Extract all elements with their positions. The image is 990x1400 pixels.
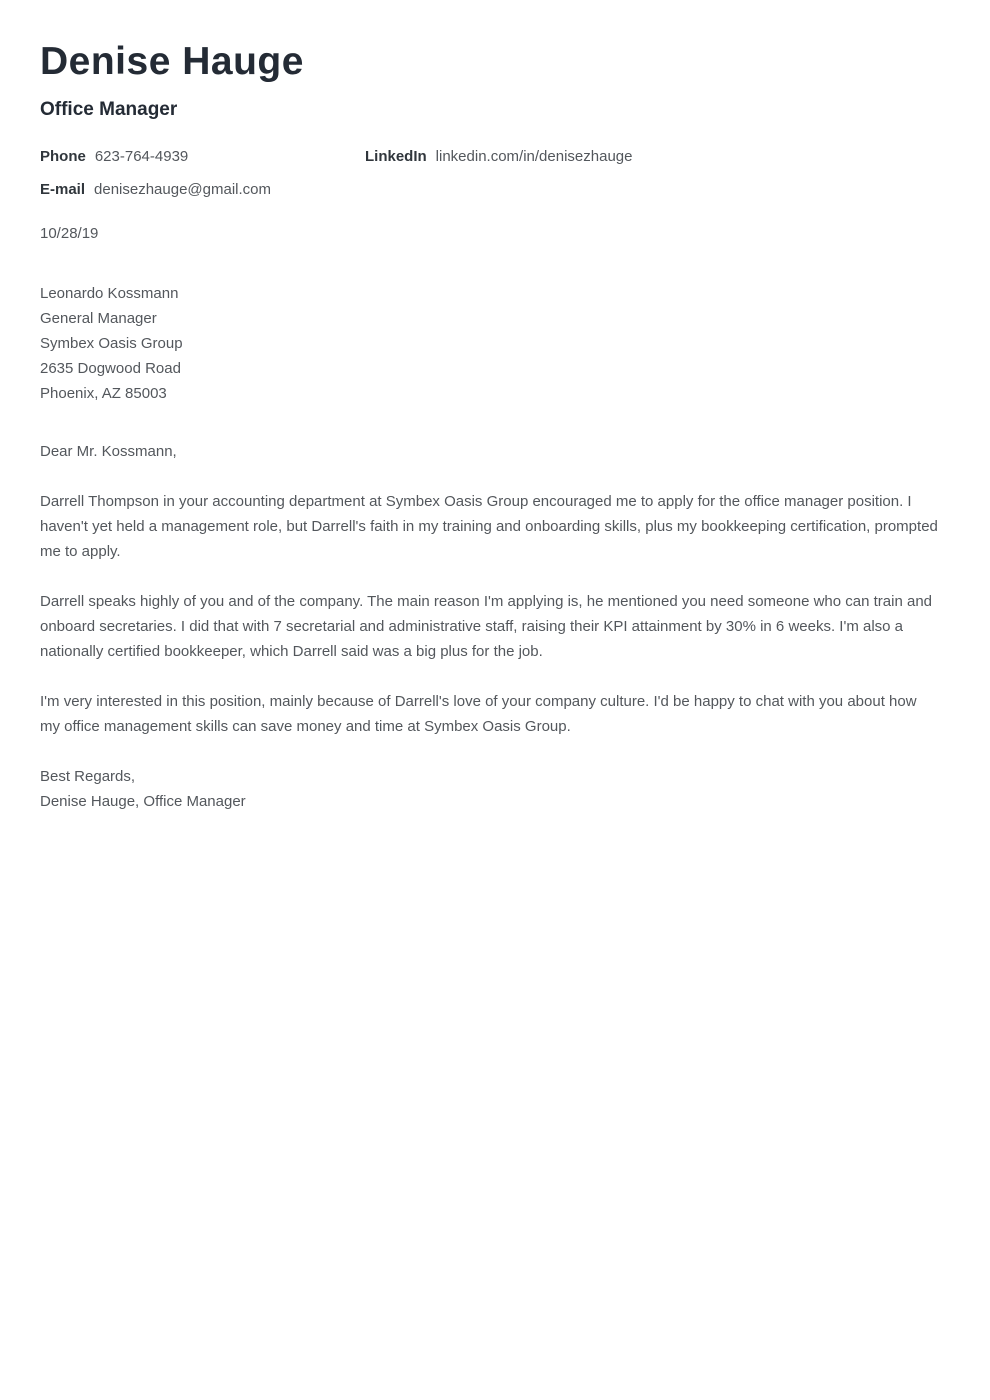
salutation: Dear Mr. Kossmann, <box>40 443 177 460</box>
paragraph-experience: Darrell speaks highly of you and of the company. The main reason I'm applying is, he mentioned you need someone who can train and onboard secretaries. I did that with 7 secretarial and administrative staff, raising their KPI attainment by 30% in 6 weeks. I'm also a nationally certified bookkeeper, which Darrell said was a big plus for the job. <box>40 593 933 660</box>
signature-line: Denise Hauge, Office Manager <box>40 793 246 810</box>
applicant-name: Denise Hauge <box>40 40 304 83</box>
email-label: E-mail <box>40 181 86 198</box>
linkedin-label: LinkedIn <box>365 148 427 165</box>
paragraph-intro: Darrell Thompson in your accounting department at Symbex Oasis Group encouraged me to apply for the office manager position. I haven't yet held a management role, but Darrell's faith in my training and onboarding skills, plus my bookkeeping certification, prompted me to apply. <box>40 493 938 560</box>
contact-empty-cell <box>365 177 940 202</box>
phone-label: Phone <box>40 148 86 165</box>
letter-date: 10/28/19 <box>40 225 99 242</box>
applicant-job-title: Office Manager <box>40 99 178 120</box>
contact-info <box>40 144 940 202</box>
contact-linkedin <box>365 144 940 169</box>
contact-email <box>40 177 365 202</box>
recipient-company: Symbex Oasis Group <box>40 335 183 352</box>
recipient-street: 2635 Dogwood Road <box>40 360 181 377</box>
linkedin-value: linkedin.com/in/denisezhauge <box>435 148 633 165</box>
closing-phrase: Best Regards, <box>40 768 136 785</box>
phone-value: 623-764-4939 <box>94 148 189 165</box>
paragraph-interest: I'm very interested in this position, mainly because of Darrell's love of your company culture. I'd be happy to chat with you about how my office management skills can save money and time at Symbex Oasis Group. <box>40 693 917 735</box>
recipient-address-block <box>40 281 940 406</box>
email-value: denisezhauge@gmail.com <box>94 181 272 198</box>
closing-block <box>40 764 940 814</box>
contact-phone <box>40 144 365 169</box>
recipient-title: General Manager <box>40 310 157 327</box>
recipient-city-state-zip: Phoenix, AZ 85003 <box>40 385 167 402</box>
recipient-name: Leonardo Kossmann <box>40 285 179 302</box>
